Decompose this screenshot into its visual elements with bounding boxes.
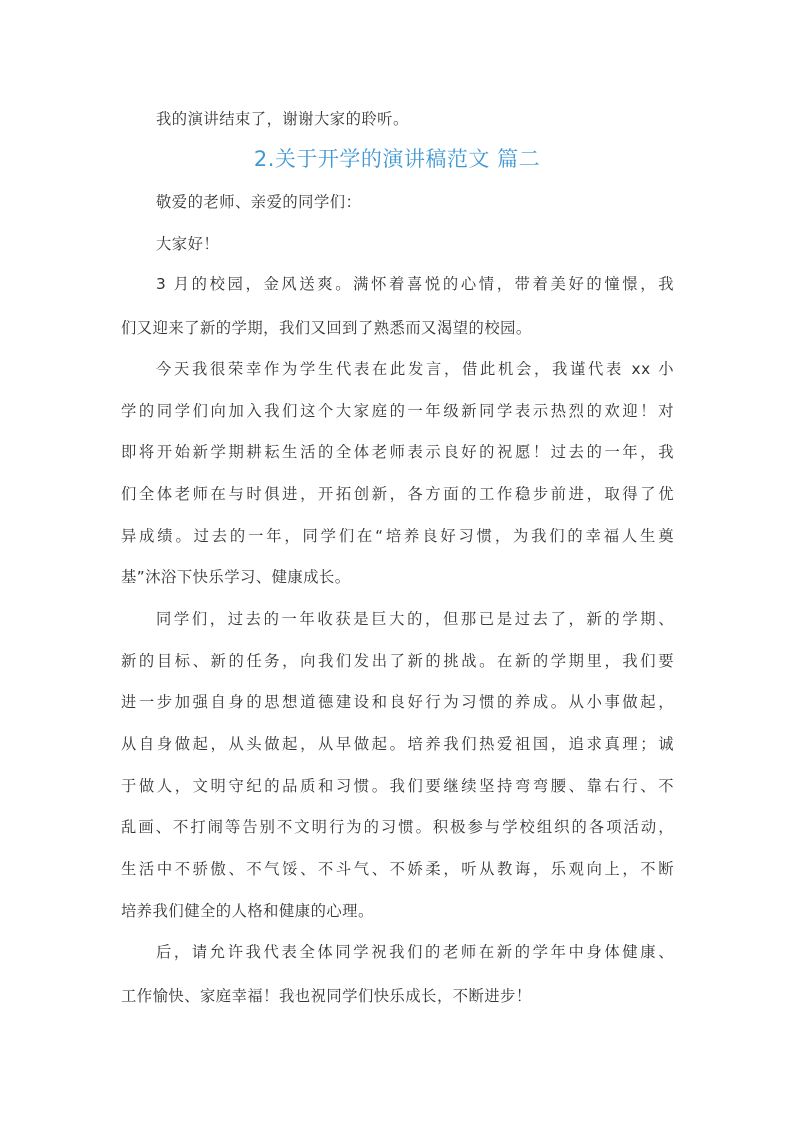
hello-line: 大家好！	[156, 235, 220, 253]
paragraph-3-line: 于做人，文明守纪的品质和习惯。我们要继续坚持弯弯腰、靠右行、不	[121, 777, 674, 795]
paragraph-2-line: 学的同学们向加入我们这个大家庭的一年级新同学表示热烈的欢迎！对	[121, 402, 674, 420]
closing-line-previous-speech: 我的演讲结束了，谢谢大家的聆听。	[156, 110, 409, 128]
paragraph-2-line: 今天我很荣幸作为学生代表在此发言，借此机会，我谨代表 xx 小	[156, 360, 674, 378]
paragraph-3-line: 培养我们健全的人格和健康的心理。	[121, 902, 374, 920]
paragraph-1-line: 3 月的校园，金风送爽。满怀着喜悦的心情，带着美好的憧憬，我	[156, 275, 674, 293]
paragraph-3-line: 进一步加强自身的思想道德建设和良好行为习惯的养成。从小事做起，	[121, 693, 674, 711]
paragraph-1-line: 们又迎来了新的学期，我们又回到了熟悉而又渴望的校园。	[121, 319, 532, 337]
paragraph-2-line: 们全体老师在与时俱进，开拓创新，各方面的工作稳步前进，取得了优	[121, 485, 674, 503]
paragraph-2-line: 异成绩。过去的一年，同学们在“培养良好习惯，为我们的幸福人生奠	[121, 527, 674, 545]
paragraph-3-line: 同学们，过去的一年收获是巨大的，但那已是过去了，新的学期、	[156, 610, 674, 628]
paragraph-3-line: 乱画、不打闹等告别不文明行为的习惯。积极参与学校组织的各项活动，	[121, 818, 674, 836]
paragraph-2-line: 基”沐浴下快乐学习、健康成长。	[121, 568, 351, 586]
paragraph-4-line: 工作愉快、家庭幸福！我也祝同学们快乐成长，不断进步！	[121, 987, 532, 1005]
paragraph-3-line: 生活中不骄傲、不气馁、不斗气、不娇柔，听从教诲，乐观向上，不断	[121, 860, 674, 878]
greeting-line: 敬爱的老师、亲爱的同学们：	[156, 193, 362, 211]
paragraph-3-line: 从自身做起，从头做起，从早做起。培养我们热爱祖国，追求真理；诚	[121, 735, 674, 753]
paragraph-3-line: 新的目标、新的任务，向我们发出了新的挑战。在新的学期里，我们要	[121, 652, 674, 670]
paragraph-2-line: 即将开始新学期耕耘生活的全体老师表示良好的祝愿！过去的一年，我	[121, 443, 674, 461]
paragraph-4-line: 后，请允许我代表全体同学祝我们的老师在新的学年中身体健康、	[156, 943, 674, 961]
section-heading: 2.关于开学的演讲稿范文 篇二	[253, 147, 541, 171]
